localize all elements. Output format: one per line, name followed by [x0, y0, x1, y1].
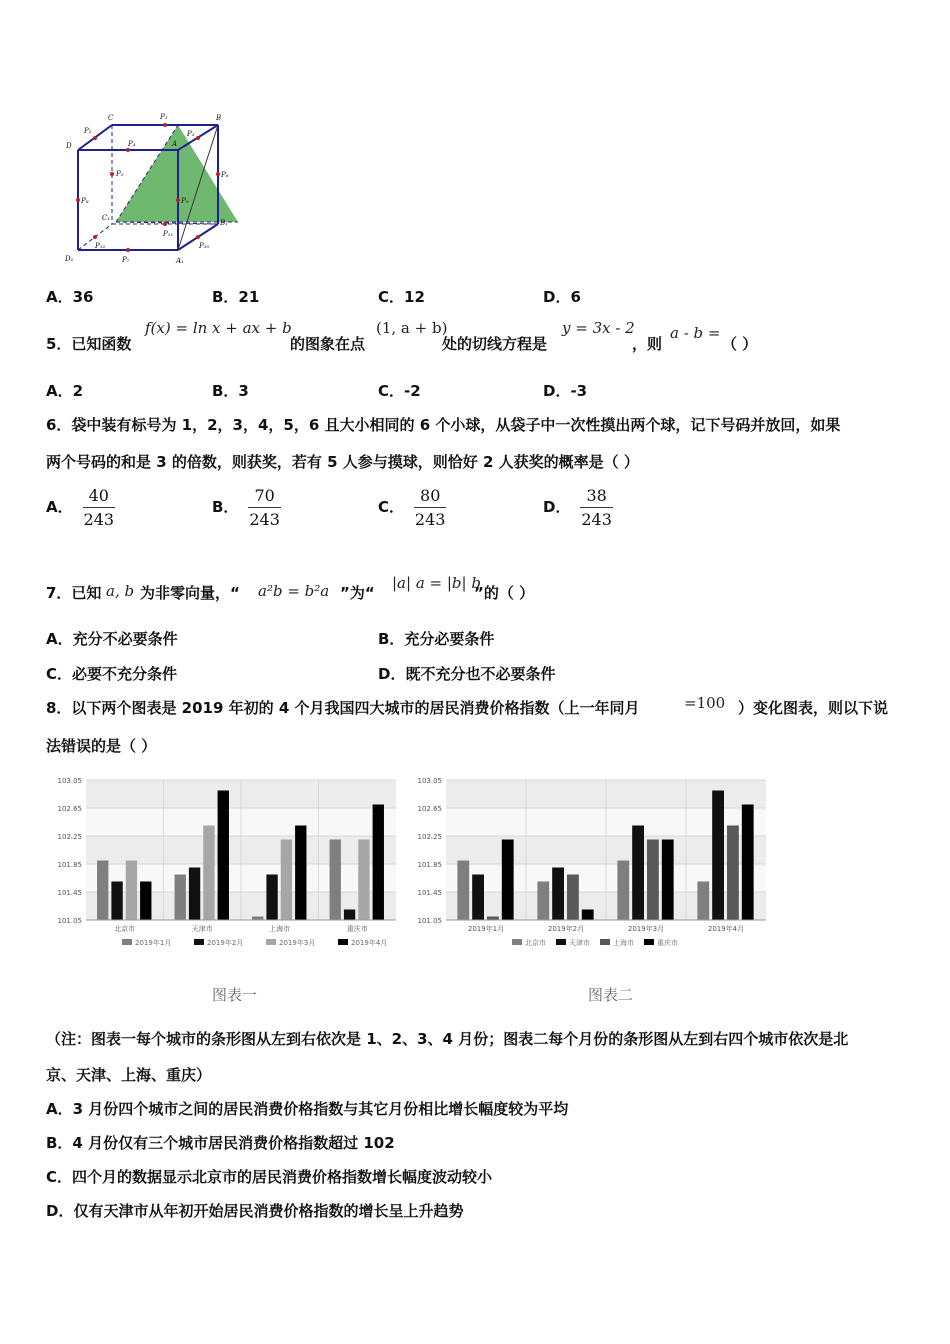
q5-tangent: y = 3x - 2 [562, 319, 635, 337]
legend-label-重庆市: 重庆市 [657, 939, 678, 947]
q5-option-b[interactable]: B．3 [212, 382, 249, 400]
label-P4: P₄ [128, 140, 136, 148]
q7-cond2: |a| a = |b| b [392, 574, 481, 592]
q5-expr: a - b = [670, 324, 721, 342]
q5-mid1: 的图象在点 [290, 335, 366, 353]
q6-option-a[interactable]: A． $\frac{40}{243}$ [46, 486, 115, 529]
legend-label-2019年3月: 2019年3月 [279, 939, 316, 947]
q5-mid2: 处的切线方程是 [442, 335, 548, 353]
label-B: B [216, 114, 222, 122]
bar-重庆市-2019年4月 [373, 805, 384, 921]
bar-重庆市-2019年1月 [330, 840, 341, 921]
legend-swatch-2019年3月 [266, 939, 276, 945]
q7-option-b[interactable]: B．充分必要条件 [378, 630, 495, 648]
y-tick-label: 101.05 [57, 917, 82, 925]
bar-天津市-2019年4月 [218, 791, 229, 921]
label-P1: P₁ [160, 113, 168, 121]
y-tick-label: 102.65 [417, 805, 442, 813]
bar-2019年1月-天津市 [472, 875, 484, 921]
x-tick-label: 2019年4月 [707, 925, 745, 933]
legend-label-北京市: 北京市 [525, 939, 546, 947]
bar-2019年3月-天津市 [632, 826, 644, 921]
q8-line1c: ）变化图表，则以下说 [738, 699, 889, 717]
label-P10: P₁₀ [199, 242, 210, 250]
q6-option-c[interactable]: C． $\frac{80}{243}$ [378, 486, 446, 529]
y-tick-label: 102.65 [57, 805, 82, 813]
x-tick-label: 上海市 [269, 925, 291, 933]
bar-2019年4月-北京市 [697, 882, 709, 921]
chart-two [412, 772, 772, 957]
legend-swatch-2019年1月 [122, 939, 132, 945]
label-A1: A₁ [176, 257, 184, 265]
y-tick-label: 102.25 [57, 833, 82, 841]
q8-option-d[interactable]: D．仅有天津市从年初开始居民消费价格指数的增长呈上升趋势 [46, 1202, 464, 1220]
q7-suffix: ”的（ ） [474, 584, 535, 602]
bar-2019年1月-北京市 [457, 861, 469, 921]
label-P12: P₁₂ [95, 242, 106, 250]
q5-blank: （ ） [722, 335, 758, 353]
q6-line1: 6．袋中装有标号为 1，2，3，4，5，6 且大小相同的 6 个小球，从袋子中一次性摸出两个球，记下号码并放回，如果 [46, 416, 841, 434]
q6-option-d[interactable]: D． $\frac{38}{243}$ [543, 486, 612, 529]
q7-vars: a, b [106, 582, 135, 600]
legend-label-2019年2月: 2019年2月 [207, 939, 244, 947]
bar-重庆市-2019年2月 [344, 910, 355, 921]
bar-2019年3月-北京市 [617, 861, 629, 921]
bar-上海市-2019年4月 [295, 826, 306, 921]
y-tick-label: 102.25 [417, 833, 442, 841]
q7-mid1: 为非零向量，“ [140, 584, 240, 602]
x-tick-label: 北京市 [114, 925, 136, 933]
q8-line1a: 8．以下两个图表是 2019 年初的 4 个月我国四大城市的居民消费价格指数（上一年同月 [46, 699, 640, 717]
bar-北京市-2019年1月 [97, 861, 108, 921]
x-tick-label: 重庆市 [346, 925, 368, 933]
label-P11: P₁₁ [163, 230, 174, 238]
bar-2019年2月-北京市 [537, 882, 549, 921]
bar-北京市-2019年3月 [126, 861, 137, 921]
bar-2019年3月-重庆市 [662, 840, 674, 921]
q7-option-a[interactable]: A．充分不必要条件 [46, 630, 178, 648]
label-D1: D₁ [65, 255, 74, 263]
q7-option-d[interactable]: D．既不充分也不必要条件 [378, 665, 556, 683]
q8-note1: （注：图表一每个城市的条形图从左到右依次是 1、2、3、4 月份；图表二每个月份的条形图从左到右四个城市依次是北 [46, 1030, 849, 1048]
x-tick-label: 2019年1月 [467, 925, 505, 933]
q8-note2: 京、天津、上海、重庆） [46, 1066, 212, 1084]
q7-option-c[interactable]: C．必要不充分条件 [46, 665, 178, 683]
label-A: A [172, 140, 178, 148]
bar-上海市-2019年1月 [252, 917, 263, 921]
bar-重庆市-2019年3月 [358, 840, 369, 921]
x-tick-label: 2019年2月 [547, 925, 585, 933]
bar-天津市-2019年2月 [189, 868, 200, 921]
legend-swatch-上海市 [600, 939, 610, 945]
legend-label-天津市: 天津市 [569, 939, 590, 947]
cube-figure [60, 108, 240, 268]
q8-line2: 法错误的是（ ） [46, 737, 157, 755]
q5-option-c[interactable]: C．-2 [378, 382, 421, 400]
bar-2019年4月-天津市 [712, 791, 724, 921]
bar-2019年1月-上海市 [487, 917, 499, 921]
legend-swatch-2019年2月 [194, 939, 204, 945]
label-P7: P₇ [122, 256, 130, 264]
legend-label-2019年1月: 2019年1月 [135, 939, 172, 947]
bar-上海市-2019年3月 [281, 840, 292, 921]
q5-option-d[interactable]: D．-3 [543, 382, 588, 400]
label-P8: P₈ [81, 197, 89, 205]
y-tick-label: 101.85 [57, 861, 82, 869]
q4-option-a[interactable]: A．36 [46, 288, 94, 306]
q5-mid3: ，则 [632, 335, 663, 353]
q8-option-c[interactable]: C．四个月的数据显示北京市的居民消费价格指数增长幅度波动较小 [46, 1168, 493, 1186]
y-tick-label: 101.45 [417, 889, 442, 897]
y-tick-label: 103.05 [57, 777, 82, 785]
x-tick-label: 2019年3月 [627, 925, 665, 933]
q5-option-a[interactable]: A．2 [46, 382, 84, 400]
label-B1: B₁ [220, 219, 228, 227]
q5-point: (1, a + b) [376, 319, 448, 337]
q7-mid2: ”为“ [340, 584, 375, 602]
label-D: D [66, 142, 72, 150]
x-tick-label: 天津市 [191, 925, 213, 933]
bar-2019年2月-上海市 [567, 875, 579, 921]
bar-上海市-2019年2月 [266, 875, 277, 921]
q8-option-a[interactable]: A．3 月份四个城市之间的居民消费价格指数与其它月份相比增长幅度较为平均 [46, 1100, 569, 1118]
label-P6: P₆ [221, 171, 229, 179]
bar-北京市-2019年2月 [111, 882, 122, 921]
label-P3: P₃ [187, 130, 195, 138]
legend-swatch-天津市 [556, 939, 566, 945]
bar-2019年3月-上海市 [647, 840, 659, 921]
q8-line1b: =100 [684, 694, 726, 712]
bar-2019年2月-天津市 [552, 868, 564, 921]
legend-label-2019年4月: 2019年4月 [351, 939, 388, 947]
q8-option-b[interactable]: B．4 月份仅有三个城市居民消费价格指数超过 102 [46, 1134, 395, 1152]
y-tick-label: 101.85 [417, 861, 442, 869]
legend-swatch-2019年4月 [338, 939, 348, 945]
label-C: C [108, 114, 114, 122]
q7-cond1: a²b = b²a [258, 582, 330, 600]
bar-2019年1月-重庆市 [502, 840, 514, 921]
legend-swatch-北京市 [512, 939, 522, 945]
q6-option-b[interactable]: B． $\frac{70}{243}$ [212, 486, 280, 529]
y-tick-label: 101.45 [57, 889, 82, 897]
bar-2019年4月-上海市 [727, 826, 739, 921]
q4-option-c[interactable]: C．12 [378, 288, 425, 306]
y-tick-label: 101.05 [417, 917, 442, 925]
q7-prefix: 7．已知 [46, 584, 102, 602]
bar-2019年4月-重庆市 [742, 805, 754, 921]
q5-number: 5．已知函数 [46, 335, 132, 353]
bar-天津市-2019年1月 [175, 875, 186, 921]
chart-one [52, 772, 402, 957]
chart-one-caption: 图表一 [212, 986, 258, 1004]
label-P9: P₉ [181, 197, 189, 205]
q6-line2: 两个号码的和是 3 的倍数，则获奖，若有 5 人参与摸球，则恰好 2 人获奖的概率是（ ） [46, 453, 639, 471]
label-P2: P₂ [84, 127, 92, 135]
label-P5: P₅ [116, 170, 124, 178]
y-tick-label: 103.05 [417, 777, 442, 785]
legend-label-上海市: 上海市 [613, 939, 634, 947]
bar-北京市-2019年4月 [140, 882, 151, 921]
legend-swatch-重庆市 [644, 939, 654, 945]
q4-option-d[interactable]: D．6 [543, 288, 581, 306]
label-C1: C₁ [102, 214, 111, 222]
q4-option-b[interactable]: B．21 [212, 288, 260, 306]
chart-two-caption: 图表二 [588, 986, 634, 1004]
q5-func: f(x) = ln x + ax + b [145, 319, 292, 337]
bar-2019年2月-重庆市 [582, 910, 594, 921]
bar-天津市-2019年3月 [203, 826, 214, 921]
